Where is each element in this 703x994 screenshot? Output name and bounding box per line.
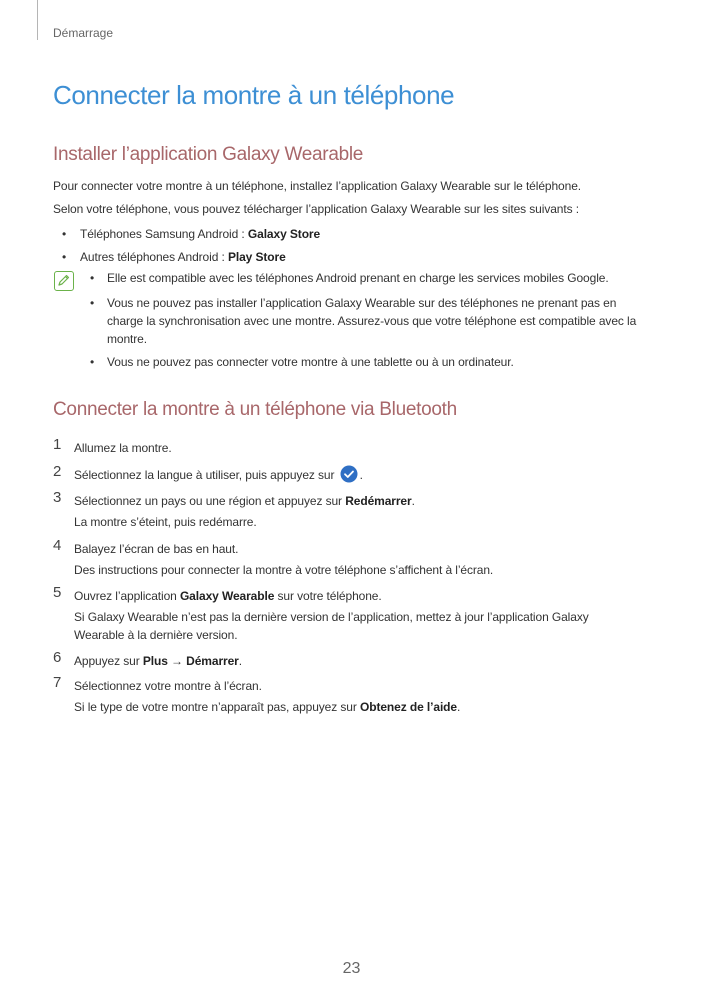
header-section-label: Démarrage — [53, 26, 114, 40]
galaxy-wearable-label: Galaxy Wearable — [179, 589, 275, 603]
bullet-dot: • — [90, 355, 95, 369]
note-text: Vous ne pouvez pas connecter votre montre à une tablette ou à un ordinateur. — [107, 355, 514, 369]
step-number: 6 — [53, 649, 62, 666]
step-item — [53, 436, 653, 457]
step-subtext: Des instructions pour connecter la montre à votre téléphone s’affichent à l’écran. — [74, 563, 494, 577]
bullet-dot: • — [62, 227, 67, 241]
bullet-label: Autres téléphones Android : — [80, 250, 228, 264]
step-number: 1 — [53, 436, 62, 453]
step-number: 3 — [53, 489, 62, 506]
step-text: Allumez la montre. — [74, 441, 172, 455]
note-text: Vous ne pouvez pas installer l’application Galaxy Wearable sur des téléphones ne prenant pas en charge la synchronisation avec une montre. Assurez-vous que votre téléphone est compatible avec la montre. — [107, 296, 637, 346]
step-number: 4 — [53, 537, 62, 554]
install-paragraph-2: Selon votre téléphone, vous pouvez télécharger l’application Galaxy Wearable sur les sites suivants : — [53, 202, 579, 216]
note-item — [90, 353, 645, 371]
step-subtext: Si le type de votre montre n’apparaît pas, appuyez sur Obtenez de l’aide. — [74, 700, 461, 714]
section-heading-install: Installer l’application Galaxy Wearable — [53, 144, 364, 165]
galaxy-store-label: Galaxy Store — [247, 227, 321, 241]
page-title: Connecter la montre à un téléphone — [53, 80, 455, 110]
plus-label: Plus — [142, 654, 168, 668]
arrow-icon: → — [167, 654, 187, 668]
header-divider — [37, 0, 38, 40]
checkmark-icon — [340, 465, 358, 483]
step-text: Sélectionnez un pays ou une région et appuyez sur Redémarrer. — [74, 494, 415, 508]
install-paragraph-1: Pour connecter votre montre à un téléphone, installez l’application Galaxy Wearable sur le téléphone. — [53, 179, 581, 193]
note-item — [90, 294, 645, 348]
step-number: 2 — [53, 463, 62, 480]
step-text: Appuyez sur Plus → Démarrer. — [74, 654, 242, 668]
step-item — [53, 649, 653, 670]
step-item — [53, 489, 653, 531]
bullet-dot: • — [62, 250, 67, 264]
note-text: Elle est compatible avec les téléphones Android prenant en charge les services mobiles Google. — [107, 271, 609, 285]
step-text: Balayez l’écran de bas en haut. — [74, 542, 239, 556]
step-item — [53, 674, 653, 716]
section-heading-bluetooth: Connecter la montre à un téléphone via Bluetooth — [53, 399, 457, 420]
step-number: 5 — [53, 584, 62, 601]
bullet-dot: • — [90, 271, 95, 285]
step-text: Sélectionnez votre montre à l’écran. — [74, 679, 262, 693]
step-item — [53, 584, 653, 644]
step-item — [53, 537, 653, 579]
step-subtext: Wearable à la dernière version. — [74, 628, 238, 642]
start-label: Démarrer — [186, 654, 239, 668]
restart-label: Redémarrer — [345, 494, 412, 508]
step-number: 7 — [53, 674, 62, 691]
page-number: 23 — [342, 960, 361, 977]
step-subtext: Si Galaxy Wearable n’est pas la dernière version de l’application, mettez à jour l’application Galaxy — [74, 610, 589, 624]
play-store-label: Play Store — [227, 250, 286, 264]
step-text: Sélectionnez la langue à utiliser, puis appuyez sur . — [74, 466, 653, 484]
step-item — [53, 463, 653, 484]
note-pencil-icon — [54, 271, 74, 291]
bullet-label: Téléphones Samsung Android : — [80, 227, 248, 241]
get-help-label: Obtenez de l’aide — [360, 700, 457, 714]
note-item — [90, 269, 645, 287]
bullet-dot: • — [90, 296, 95, 310]
step-subtext: La montre s’éteint, puis redémarre. — [74, 515, 257, 529]
step-text: Ouvrez l’application Galaxy Wearable sur votre téléphone. — [74, 589, 382, 603]
